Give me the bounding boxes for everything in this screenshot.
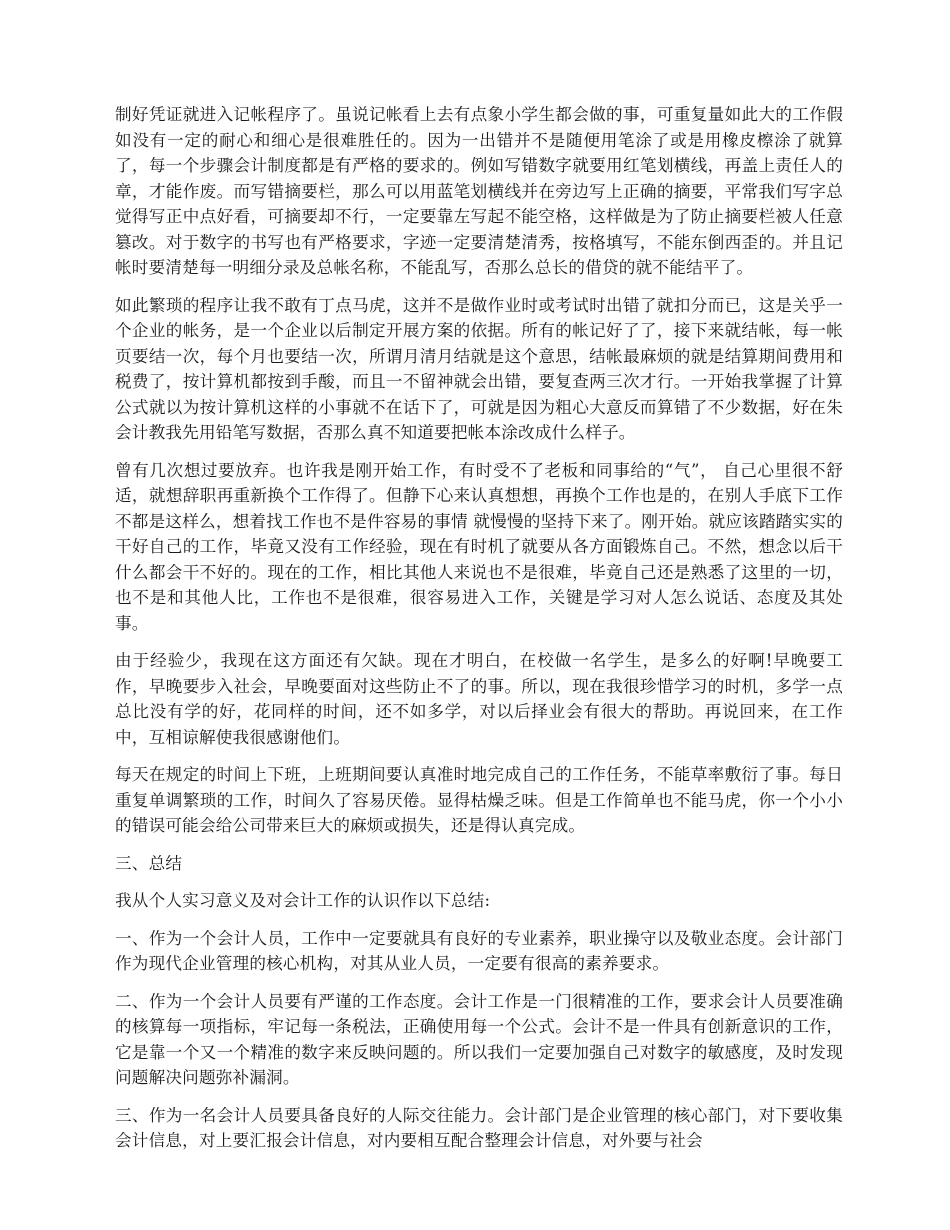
paragraph-closing-accounts: 如此繁琐的程序让我不敢有丁点马虎，这并不是做作业时或考试时出错了就扣分而已，这是关乎一个企业的帐务，是一个企业以后制定开展方案的依据。所有的帐记好了了，接下来就结帐，每一帐页要结一次，每个月也要结一次，所谓月清月结就是这个意思，结帐最麻烦的就是结算期间费用和税费了，按计算机都按到手酸，而且一不留神就会出错，要复查两三次才行。一开始我掌握了计算公式就以为按计算机这样的小事就不在话下了，可就是因为粗心大意反而算错了不少数据，好在朱会计教我先用铅笔写数据，否那么真不知道要把帐本涂改成什么样子。	[115, 295, 843, 442]
paragraph-daily-work: 每天在规定的时间上下班，上班期间要认真准时地完成自己的工作任务，不能草率敷衍了事。每日重复单调繁琐的工作，时间久了容易厌倦。显得枯燥乏味。但是工作简单也不能马虎，你一个小小的错误可能会给公司带来巨大的麻烦或损失，还是得认真完成。	[115, 765, 843, 835]
document-body	[115, 102, 843, 1166]
paragraph-persistence: 曾有几次想过要放弃。也许我是刚开始工作，有时受不了老板和同事给的“气”， 自己心里很不舒适，就想辞职再重新换个工作得了。但静下心来认真想想，再换个工作也是的，在别人手底下工作不都是这样么，想着找工作也不是件容易的事情 就慢慢的坚持下来了。刚开始。就应该踏踏实实的干好自己的工作，毕竟又没有工作经验，现在有时机了就要从各方面锻炼自己。不然，想念以后干什么都会干不好的。现在的工作，相比其他人来说也不是很难，毕竟自己还是熟悉了这里的一切，也不是和其他人比，工作也不是很难，很容易进入工作，关键是学习对人怎么说话、态度及其处事。	[115, 460, 843, 633]
paragraph-point-one: 一、作为一个会计人员，工作中一定要就具有良好的专业素养，职业操守以及敬业态度。会计部门作为现代企业管理的核心机构，对其从业人员，一定要有很高的素养要求。	[115, 928, 843, 973]
paragraph-point-two: 二、作为一个会计人员要有严谨的工作态度。会计工作是一门很精准的工作，要求会计人员要准确的核算每一项指标，牢记每一条税法，正确使用每一个公式。会计不是一件具有创新意识的工作，它是靠一个又一个精准的数字来反映问题的。所以我们一定要加强自己对数字的敏感度，及时发现问题解决问题弥补漏洞。	[115, 991, 843, 1087]
paragraph-point-three: 三、作为一名会计人员要具备良好的人际交往能力。会计部门是企业管理的核心部门，对下要收集会计信息，对上要汇报会计信息，对内要相互配合整理会计信息，对外要与社会	[115, 1105, 843, 1150]
paragraph-lack-of-experience: 由于经验少，我现在这方面还有欠缺。现在才明白，在校做一名学生，是多么的好啊!早晚要工作，早晚要步入社会，早晚要面对这些防止不了的事。所以，现在我很珍惜学习的时机，多学一点总比没有学的好，花同样的时间，还不如多学，对以后择业会有很大的帮助。再说回来，在工作中，互相谅解使我很感谢他们。	[115, 651, 843, 747]
paragraph-bookkeeping-process: 制好凭证就进入记帐程序了。虽说记帐看上去有点象小学生都会做的事，可重复量如此大的工作假如没有一定的耐心和细心是很难胜任的。因为一出错并不是随便用笔涂了或是用橡皮檫涂了就算了，每一个步骤会计制度都是有严格的要求的。例如写错数字就要用红笔划横线，再盖上责任人的章，才能作废。而写错摘要栏，那么可以用蓝笔划横线并在旁边写上正确的摘要，平常我们写字总觉得写正中点好看，可摘要却不行，一定要靠左写起不能空格，这样做是为了防止摘要栏被人任意篡改。对于数字的书写也有严格要求，字迹一定要清楚清秀，按格填写，不能东倒西歪的。并且记帐时要清楚每一明细分录及总帐名称，不能乱写，否那么总长的借贷的就不能结平了。	[115, 105, 843, 277]
paragraph-summary-intro: 我从个人实习意义及对会计工作的认识作以下总结:	[115, 891, 491, 910]
section-heading-summary: 三、总结	[115, 853, 183, 873]
